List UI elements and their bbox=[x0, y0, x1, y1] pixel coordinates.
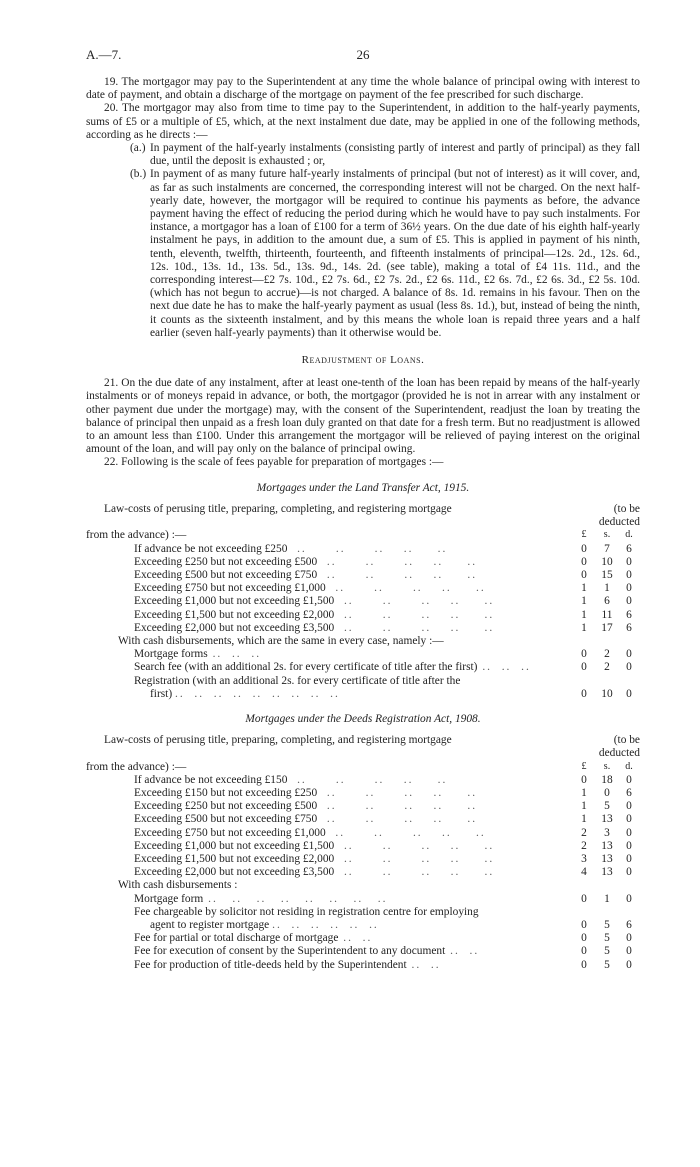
fee-row: Search fee (with an additional 2s. for every certificate of title after the first) .. .. .. 0 2 0 bbox=[86, 661, 640, 674]
fee-row: Exceeding £750 but not exceeding £1,000 .. .. .. .. .. 2 3 0 bbox=[86, 827, 640, 840]
fee-row-label: Exceeding £750 but not exceeding £1,000 bbox=[134, 582, 326, 595]
paragraph-20: 20. The mortgagor may also from time to time pay to the Superintendent, in addition to the half-yearly payments, sums of £5 or a multiple of £5, which, at the next instalment due date, may be applied in one of the following methods, according as he directs :— bbox=[86, 102, 640, 141]
paragraph-20a bbox=[130, 142, 640, 168]
amount-pounds: 1 bbox=[581, 582, 587, 595]
land-transfer-lead bbox=[86, 503, 640, 529]
fee-row-label: Exceeding £500 but not exceeding £750 bbox=[134, 568, 318, 581]
deeds-lead-cont: from the advance) :— bbox=[86, 760, 187, 773]
fee-row-label: Exceeding £150 but not exceeding £250 bbox=[134, 786, 318, 799]
fee-row-amount bbox=[572, 556, 640, 569]
solicitor-fee-amount bbox=[572, 919, 640, 932]
pounds-header: £ bbox=[581, 760, 587, 772]
fee-row-amount bbox=[572, 959, 640, 972]
fee-row-amount bbox=[572, 800, 640, 813]
fee-row-label: Exceeding £1,500 but not exceeding £2,000 bbox=[134, 608, 335, 621]
amount-shillings: 18 bbox=[601, 773, 613, 786]
registration-row-cont: first) .. .. .. .. .. .. .. .. .. 0 10 0 bbox=[86, 688, 640, 701]
amount-shillings: 10 bbox=[601, 687, 613, 700]
amount-pence: 0 bbox=[626, 932, 632, 945]
amount-shillings: 11 bbox=[601, 608, 613, 621]
amount-shillings: 15 bbox=[601, 568, 613, 581]
fee-row: Exceeding £1,000 but not exceeding £1,500 .. .. .. .. .. 1 6 0 bbox=[86, 595, 640, 608]
fee-row: Exceeding £500 but not exceeding £750 .. .. .. .. .. 0 15 0 bbox=[86, 569, 640, 582]
fee-row: Exceeding £2,000 but not exceeding £3,500 .. .. .. .. .. 4 13 0 bbox=[86, 866, 640, 879]
fee-row: Exceeding £750 but not exceeding £1,000 .. .. .. .. .. 1 1 0 bbox=[86, 582, 640, 595]
deeds-tail-list bbox=[86, 932, 640, 972]
paragraph-20a-label: (a.) bbox=[130, 142, 146, 155]
solicitor-fee-row bbox=[86, 906, 640, 919]
solicitor-fee-label: Fee chargeable by solicitor not residing in registration centre for employing bbox=[134, 905, 479, 918]
amount-pence: 0 bbox=[626, 661, 632, 674]
amount-pounds: 0 bbox=[581, 542, 587, 555]
fee-row-amount bbox=[572, 840, 640, 853]
paragraph-20a-text: In payment of the half-yearly instalments (consisting partly of interest and partly of principal) as they fall due, until the deposit is exhausted ; or, bbox=[150, 142, 640, 168]
fee-row: Fee for production of title-deeds held by the Superintendent .. .. 0 5 0 bbox=[86, 959, 640, 972]
fee-row-amount bbox=[572, 813, 640, 826]
amount-shillings: 13 bbox=[601, 813, 613, 826]
column-headers-deeds bbox=[572, 761, 640, 774]
fee-row-label: Exceeding £500 but not exceeding £750 bbox=[134, 813, 318, 826]
fee-row-amount bbox=[572, 787, 640, 800]
amount-pounds: 0 bbox=[581, 555, 587, 568]
land-transfer-lead-text: Law-costs of perusing title, preparing, completing, and registering mortgage bbox=[104, 502, 452, 515]
pounds-header: £ bbox=[581, 529, 587, 541]
deeds-lead-text: Law-costs of perusing title, preparing, completing, and registering mortgage bbox=[104, 734, 452, 747]
amount-pounds: 1 bbox=[581, 800, 587, 813]
fee-row-amount bbox=[572, 543, 640, 556]
amount-pence: 0 bbox=[626, 958, 632, 971]
amount-pence: 0 bbox=[626, 866, 632, 879]
fee-row-label: Exceeding £2,000 but not exceeding £3,500 bbox=[134, 621, 335, 634]
deeds-cash-list bbox=[86, 893, 640, 906]
fee-row: Exceeding £1,000 but not exceeding £1,500 .. .. .. .. .. 2 13 0 bbox=[86, 840, 640, 853]
pence-header: d. bbox=[625, 529, 633, 541]
fee-row-label: Exceeding £250 but not exceeding £500 bbox=[134, 800, 318, 813]
pence-header: d. bbox=[625, 760, 633, 772]
amount-pence: 0 bbox=[626, 582, 632, 595]
fee-row-amount bbox=[572, 893, 640, 906]
amount-pence: 0 bbox=[626, 773, 632, 786]
amount-pounds: 0 bbox=[581, 892, 587, 905]
amount-pounds: 0 bbox=[581, 568, 587, 581]
amount-pounds: 2 bbox=[581, 839, 587, 852]
amount-pence: 0 bbox=[626, 568, 632, 581]
land-transfer-cash-label: With cash disbursements, which are the same in every case, namely :— bbox=[118, 634, 444, 647]
fee-row: Exceeding £1,500 but not exceeding £2,000 .. .. .. .. .. 1 11 6 bbox=[86, 609, 640, 622]
amount-shillings: 2 bbox=[604, 648, 610, 661]
amount-shillings: 17 bbox=[601, 621, 613, 634]
fee-row-amount bbox=[572, 774, 640, 787]
fee-row-label: Exceeding £1,000 but not exceeding £1,500 bbox=[134, 595, 335, 608]
deeds-lead-suffix: (to be deducted bbox=[598, 734, 640, 760]
fee-row-label: If advance be not exceeding £150 bbox=[134, 773, 288, 786]
fee-row: Exceeding £1,500 but not exceeding £2,000 .. .. .. .. .. 3 13 0 bbox=[86, 853, 640, 866]
fee-row-amount bbox=[572, 648, 640, 661]
amount-pounds: 2 bbox=[581, 826, 587, 839]
amount-shillings: 10 bbox=[601, 555, 613, 568]
fee-row-amount bbox=[572, 661, 640, 674]
registration-label: Registration (with an additional 2s. for every certificate of title after the bbox=[134, 674, 461, 687]
amount-shillings: 5 bbox=[604, 918, 610, 931]
amount-pounds: 1 bbox=[581, 813, 587, 826]
amount-pounds: 0 bbox=[581, 918, 587, 931]
fee-row-amount bbox=[572, 595, 640, 608]
deeds-lead-continuation bbox=[86, 761, 640, 774]
amount-pence: 0 bbox=[626, 800, 632, 813]
amount-shillings: 13 bbox=[601, 852, 613, 865]
fee-row: Mortgage form .. .. .. .. .. .. .. .. 0 1 0 bbox=[86, 893, 640, 906]
amount-pounds: 1 bbox=[581, 608, 587, 621]
fee-row: Fee for partial or total discharge of mortgage .. .. 0 5 0 bbox=[86, 932, 640, 945]
amount-pounds: 1 bbox=[581, 595, 587, 608]
solicitor-fee-row-cont: agent to register mortgage .. .. .. .. .. .. 0 5 6 bbox=[86, 919, 640, 932]
fee-row-amount bbox=[572, 582, 640, 595]
amount-pence: 0 bbox=[626, 945, 632, 958]
fee-row-amount bbox=[572, 609, 640, 622]
amount-pounds: 1 bbox=[581, 786, 587, 799]
fee-row: Exceeding £250 but not exceeding £500 .. .. .. .. .. 0 10 0 bbox=[86, 556, 640, 569]
fee-row-amount bbox=[572, 827, 640, 840]
amount-pence: 6 bbox=[626, 608, 632, 621]
land-transfer-fee-list bbox=[86, 543, 640, 635]
fee-row: Exceeding £500 but not exceeding £750 .. .. .. .. .. 1 13 0 bbox=[86, 813, 640, 826]
shillings-header: s. bbox=[603, 529, 611, 541]
fee-row-label: Fee for execution of consent by the Superintendent to any document bbox=[134, 945, 446, 958]
deeds-fee-list bbox=[86, 774, 640, 880]
deeds-cash-label-row bbox=[86, 879, 640, 892]
amount-pence: 6 bbox=[626, 786, 632, 799]
amount-shillings: 6 bbox=[604, 595, 610, 608]
column-headers bbox=[572, 529, 640, 542]
land-transfer-cash-list bbox=[86, 648, 640, 674]
amount-shillings: 1 bbox=[604, 892, 610, 905]
amount-shillings: 5 bbox=[604, 958, 610, 971]
amount-pence: 0 bbox=[626, 826, 632, 839]
amount-pounds: 0 bbox=[581, 932, 587, 945]
registration-row bbox=[86, 675, 640, 688]
amount-pounds: 0 bbox=[581, 773, 587, 786]
document-page bbox=[86, 48, 640, 972]
paragraph-19: 19. The mortgagor may pay to the Superintendent at any time the whole balance of principal owing with interest to date of payment, and obtain a discharge of the mortgage on payment of the fee prescribed for such discharge. bbox=[86, 76, 640, 102]
amount-shillings: 13 bbox=[601, 839, 613, 852]
fee-row: If advance be not exceeding £150 .. .. .. .. .. 0 18 0 bbox=[86, 774, 640, 787]
amount-pence: 0 bbox=[626, 839, 632, 852]
fee-row: Exceeding £250 but not exceeding £500 .. .. .. .. .. 1 5 0 bbox=[86, 800, 640, 813]
amount-pounds: 0 bbox=[581, 687, 587, 700]
fee-row-label: Exceeding £1,000 but not exceeding £1,500 bbox=[134, 839, 335, 852]
fee-row: If advance be not exceeding £250 .. .. .. .. .. 0 7 6 bbox=[86, 543, 640, 556]
fee-row-amount bbox=[572, 945, 640, 958]
amount-shillings: 3 bbox=[604, 826, 610, 839]
amount-shillings: 5 bbox=[604, 932, 610, 945]
fee-row-label: Search fee (with an additional 2s. for every certificate of title after the first) bbox=[134, 661, 478, 674]
shillings-header: s. bbox=[603, 760, 611, 772]
amount-pence: 0 bbox=[626, 687, 632, 700]
page-header bbox=[86, 48, 640, 66]
amount-shillings: 5 bbox=[604, 800, 610, 813]
amount-pence: 6 bbox=[626, 621, 632, 634]
amount-shillings: 1 bbox=[604, 582, 610, 595]
fee-row-label: Exceeding £2,000 but not exceeding £3,500 bbox=[134, 866, 335, 879]
fee-row-label: Fee for partial or total discharge of mortgage bbox=[134, 932, 339, 945]
document-reference: A.—7. bbox=[86, 47, 122, 62]
amount-pence: 6 bbox=[626, 918, 632, 931]
fee-row: Exceeding £2,000 but not exceeding £3,500 .. .. .. .. .. 1 17 6 bbox=[86, 622, 640, 635]
amount-shillings: 5 bbox=[604, 945, 610, 958]
fee-row: Exceeding £150 but not exceeding £250 .. .. .. .. .. 1 0 6 bbox=[86, 787, 640, 800]
section-heading-readjustment: Readjustment of Loans. bbox=[301, 354, 425, 367]
amount-pence: 0 bbox=[626, 852, 632, 865]
fee-row-amount bbox=[572, 853, 640, 866]
land-transfer-lead-suffix: (to be deducted bbox=[598, 502, 640, 529]
amount-shillings: 13 bbox=[601, 866, 613, 879]
amount-pounds: 4 bbox=[581, 866, 587, 879]
fee-row: Fee for execution of consent by the Superintendent to any document .. .. 0 5 0 bbox=[86, 945, 640, 958]
solicitor-fee-cont: agent to register mortgage bbox=[150, 918, 270, 931]
fee-row-amount bbox=[572, 932, 640, 945]
paragraph-20b bbox=[130, 168, 640, 340]
paragraph-22: 22. Following is the scale of fees payable for preparation of mortgages :— bbox=[104, 456, 444, 469]
fee-row: Mortgage forms .. .. .. 0 2 0 bbox=[86, 648, 640, 661]
registration-amount bbox=[572, 688, 640, 701]
page-number: 26 bbox=[356, 47, 370, 62]
fee-row-label: Mortgage forms bbox=[134, 648, 208, 661]
fee-row-label: Exceeding £750 but not exceeding £1,000 bbox=[134, 826, 326, 839]
paragraph-20b-label: (b.) bbox=[130, 168, 147, 181]
amount-pounds: 0 bbox=[581, 945, 587, 958]
amount-pence: 0 bbox=[626, 595, 632, 608]
amount-pence: 0 bbox=[626, 813, 632, 826]
amount-pounds: 0 bbox=[581, 661, 587, 674]
fee-row-label: Exceeding £250 but not exceeding £500 bbox=[134, 555, 318, 568]
amount-pounds: 1 bbox=[581, 621, 587, 634]
land-transfer-lead-cont: from the advance) :— bbox=[86, 529, 187, 542]
paragraph-21: 21. On the due date of any instalment, after at least one-tenth of the loan has been repaid by means of the half-yearly instalments or of moneys repaid in advance, or both, the mortgagor (provided he is not in arrear with any instalment or other payment due under the mortgage) may, with the consent of the Superintendent, readjust the loan by treating the balance of principal then unpaid as a fresh loan duly granted on that date for a fresh term. But no readjustment is allowed to an amount less than £100. Under this arrangement the mortgagor will be relieved of paying interest on the original amount of the loan, and will pay only on the balance of principal owing. bbox=[86, 377, 640, 456]
amount-pence: 0 bbox=[626, 648, 632, 661]
amount-pounds: 3 bbox=[581, 852, 587, 865]
section-heading-deeds-registration: Mortgages under the Deeds Registration Act, 1908. bbox=[245, 712, 481, 725]
section-heading-land-transfer: Mortgages under the Land Transfer Act, 1915. bbox=[256, 481, 470, 494]
amount-pence: 0 bbox=[626, 555, 632, 568]
amount-pounds: 0 bbox=[581, 648, 587, 661]
fee-row-label: Fee for production of title-deeds held by the Superintendent bbox=[134, 958, 407, 971]
amount-shillings: 2 bbox=[604, 661, 610, 674]
land-transfer-cash-label-row bbox=[86, 635, 640, 648]
fee-row-amount bbox=[572, 622, 640, 635]
land-transfer-lead-continuation bbox=[86, 529, 640, 542]
amount-pence: 0 bbox=[626, 892, 632, 905]
fee-row-amount bbox=[572, 569, 640, 582]
amount-shillings: 7 bbox=[604, 542, 610, 555]
registration-cont: first) bbox=[150, 687, 173, 700]
fee-row-label: Mortgage form bbox=[134, 892, 204, 905]
fee-row-amount bbox=[572, 866, 640, 879]
amount-pence: 6 bbox=[626, 542, 632, 555]
deeds-cash-label: With cash disbursements : bbox=[118, 879, 238, 892]
fee-row-label: If advance be not exceeding £250 bbox=[134, 542, 288, 555]
fee-row-label: Exceeding £1,500 but not exceeding £2,000 bbox=[134, 852, 335, 865]
amount-shillings: 0 bbox=[604, 786, 610, 799]
amount-pounds: 0 bbox=[581, 958, 587, 971]
deeds-lead bbox=[86, 734, 640, 760]
paragraph-20b-text: In payment of as many future half-yearly instalments of principal (but not of interest) as it will cover, and, as far as such instalments are concerned, the corresponding interest will not be charged. On the next half-yearly date, however, the mortgagor will be required to continue his payments as before, the advance payment having the effect of reducing the period during which he would have to pay such instalments. For instance, a mortgagor has a loan of £100 for a term of 36½ years. On the due date of his eighth half-yearly instalment he pays, in addition to the amount due, a sum of £5. This is applied in payment of his ninth, tenth, eleventh, twelfth, thirteenth, fourteenth, and fifteenth instalments of principal—12s. 2d., 12s. 6d., 12s. 10d., 13s. 1d., 13s. 5d., 13s. 9d., 14s. 2d. (see table), making a total of £4 11s. 11d., and the corresponding interest—£2 7s. 10d., £2 7s. 6d., £2 7s. 2d., £2 6s. 11d., £2 6s. 7d., £2 6s. 3d., £2 5s. 10d. (which has not begun to accrue)—is not charged. A balance of 8s. 1d. remains in his favour. Then on the next due date he has to make the half-yearly payment as usual (less 8s. 1d.), but, instead of being the ninth, it counts as the sixteenth instalment, and by this means the whole loan is repaid three years and a half earlier (seven half-yearly payments) than it otherwise would be. bbox=[150, 168, 640, 339]
